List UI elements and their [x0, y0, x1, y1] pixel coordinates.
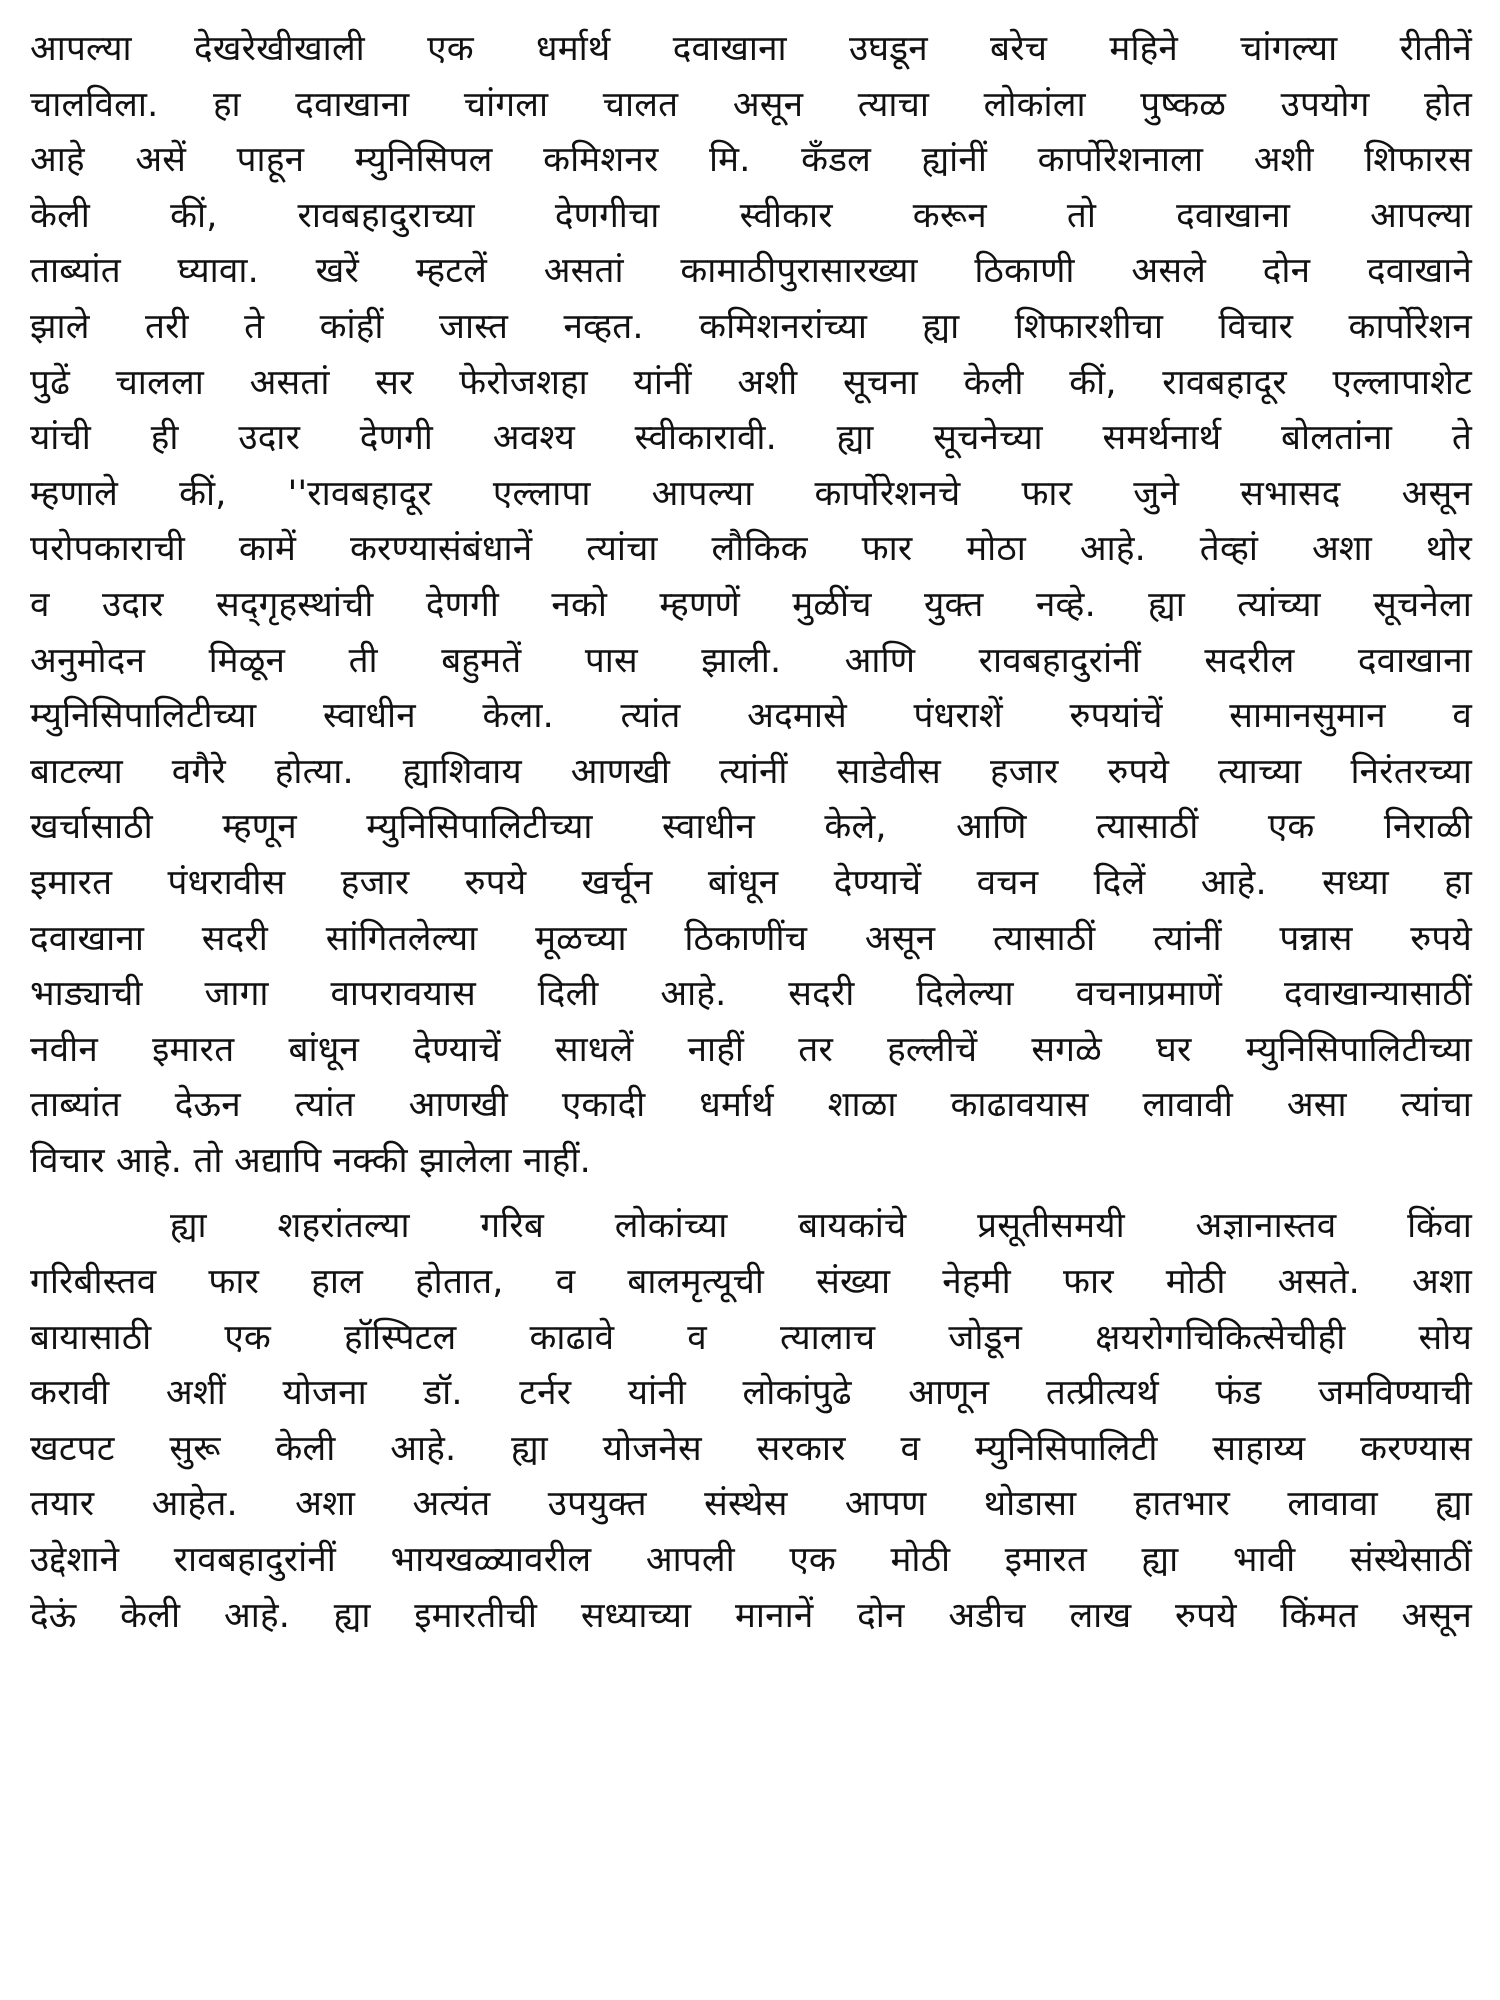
text-line: व उदार सद्‌गृहस्थांची देणगी नको म्हणणें मुळींच युक्त नव्हे. ह्या त्यांच्या सूचनेला [30, 584, 1472, 625]
text-line: भाड्याची जागा वापरावयास दिली आहे. सदरी दिलेल्या वचनाप्रमाणें दवाखान्यासाठीं [30, 974, 1472, 1015]
text-line: ताब्यांत देऊन त्यांत आणखी एकादी धर्मार्थ शाळा काढावयास लावावी असा त्यांचा [30, 1085, 1472, 1126]
text-line: दवाखाना सदरी सांगितलेल्या मूळच्या ठिकाणींच असून त्यासाठीं त्यांनीं पन्नास रुपये [30, 918, 1472, 959]
text-line: देऊं केली आहे. ह्या इमारतीची सध्याच्या मानानें दोन अडीच लाख रुपये किंमत असून [30, 1595, 1472, 1636]
text-line: म्हणाले कीं, ''रावबहादूर एल्लापा आपल्या कार्पोरेशनचे फार जुने सभासद असून [30, 473, 1472, 514]
text-line: गरिबीस्तव फार हाल होतात, व बालमृत्यूची संख्या नेहमी फार मोठी असते. अशा [30, 1262, 1472, 1303]
text-line: चालविला. हा दवाखाना चांगला चालत असून त्याचा लोकांला पुष्कळ उपयोग होत [30, 84, 1472, 125]
text-line: बाटल्या वगैरे होत्या. ह्याशिवाय आणखी त्यांनीं साडेवीस हजार रुपये त्याच्या निरंतरच्या [30, 751, 1472, 792]
text-line: खर्चासाठी म्हणून म्युनिसिपालिटीच्या स्वाधीन केले, आणि त्यासाठीं एक निराळी [30, 807, 1472, 848]
text-line: करावी अशीं योजना डॉ. टर्नर यांनी लोकांपुढे आणून तत्प्रीत्यर्थ फंड जमविण्याची [30, 1373, 1472, 1414]
text-line: म्युनिसिपालिटीच्या स्वाधीन केला. त्यांत अदमासे पंधराशें रुपयांचें सामानसुमान व [30, 696, 1472, 737]
paragraph-1 [30, 22, 1472, 1189]
text-line: ताब्यांत घ्यावा. खरें म्हटलें असतां कामाठीपुरासारख्या ठिकाणी असले दोन दवाखाने [30, 251, 1472, 292]
text-line: आहे असें पाहून म्युनिसिपल कमिशनर मि. कॅंडल ह्यांनीं कार्पोरेशनाला अशी शिफारस [30, 140, 1472, 181]
paragraph-2 [30, 1199, 1472, 1644]
text-line: तयार आहेत. अशा अत्यंत उपयुक्त संस्थेस आपण थोडासा हातभार लावावा ह्या [30, 1484, 1472, 1525]
text-line: केली कीं, रावबहादुराच्या देणगीचा स्वीकार करून तो दवाखाना आपल्या [30, 195, 1472, 236]
text-line: इमारत पंधरावीस हजार रुपये खर्चून बांधून देण्याचें वचन दिलें आहे. सध्या हा [30, 862, 1472, 903]
text-line: पुढें चालला असतां सर फेरोजशहा यांनीं अशी सूचना केली कीं, रावबहादूर एल्लापाशेट [30, 362, 1472, 403]
text-line: उद्देशाने रावबहादुरांनीं भायखळ्यावरील आपली एक मोठी इमारत ह्या भावी संस्थेसाठीं [30, 1540, 1472, 1581]
text-line: परोपकाराची कामें करण्यासंबंधानें त्यांचा लौकिक फार मोठा आहे. तेव्हां अशा थोर [30, 529, 1472, 570]
text-line: नवीन इमारत बांधून देण्याचें साधलें नाहीं तर हल्लीचें सगळे घर म्युनिसिपालिटीच्या [30, 1029, 1472, 1070]
text-line: अनुमोदन मिळून ती बहुमतें पास झाली. आणि रावबहादुरांनीं सदरील दवाखाना [30, 640, 1472, 681]
text-line: आपल्या देखरेखीखाली एक धर्मार्थ दवाखाना उघडून बरेच महिने चांगल्या रीतीनें [30, 29, 1472, 69]
text-line: झाले तरी ते कांहीं जास्त नव्हत. कमिशनरांच्या ह्या शिफारशीचा विचार कार्पोरेशन [30, 306, 1472, 347]
text-line: यांची ही उदार देणगी अवश्य स्वीकारावी. ह्या सूचनेच्या समर्थनार्थ बोलतांना ते [30, 418, 1472, 459]
text-line: खटपट सुरू केली आहे. ह्या योजनेस सरकार व म्युनिसिपालिटी साहाय्य करण्यास [30, 1428, 1472, 1469]
text-line: ह्या शहरांतल्या गरिब लोकांच्या बायकांचे प्रसूतीसमयी अज्ञानास्तव किंवा [170, 1206, 1472, 1247]
text-line: विचार आहे. तो अद्यापि नक्की झालेला नाहीं. [30, 1140, 591, 1181]
text-line: बायासाठी एक हॉस्पिटल काढावे व त्यालाच जोडून क्षयरोगचिकित्सेचीही सोय [30, 1317, 1472, 1358]
